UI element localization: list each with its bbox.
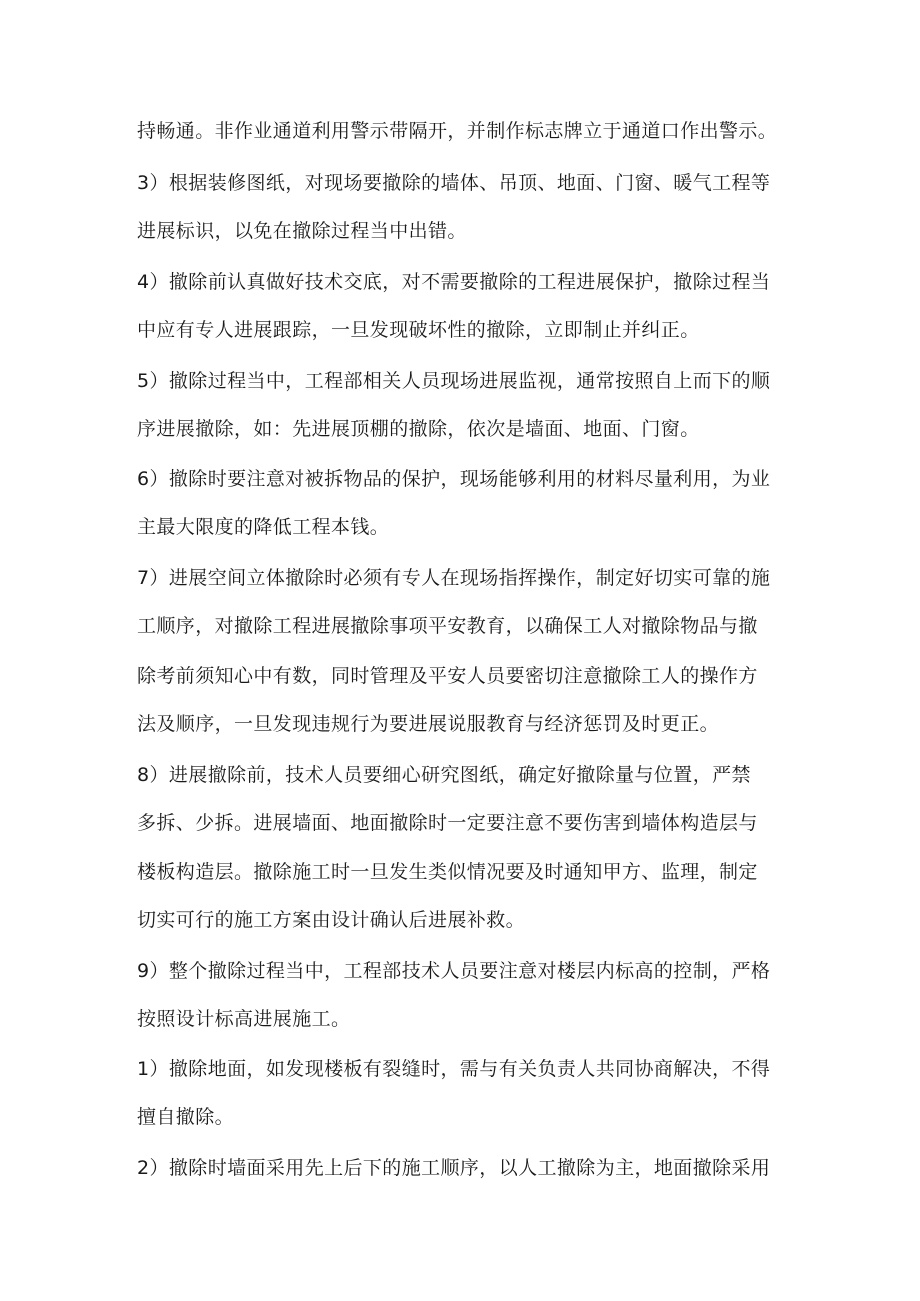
text-line: 楼板构造层。撤除施工时一旦发生类似情况要及时通知甲方、监理，制定: [137, 861, 758, 883]
text-line: 8）进展撤除前，技术人员要细心研究图纸，确定好撤除量与位置，严禁: [137, 764, 751, 786]
text-line: 中应有专人进展跟踪，一旦发现破坏性的撤除，立即制止并纠正。: [137, 319, 700, 341]
text-line: 2）撤除时墙面采用先上后下的施工顺序，以人工撤除为主，地面撤除采用: [137, 1157, 771, 1179]
text-line: 6）撤除时要注意对被拆物品的保护，现场能够利用的材料尽量利用，为业: [137, 468, 771, 490]
text-line: 3）根据装修图纸，对现场要撤除的墙体、吊顶、地面、门窗、暖气工程等: [137, 172, 771, 194]
text-line: 4）撤除前认真做好技术交底，对不需要撤除的工程进展保护，撤除过程当: [137, 271, 771, 293]
text-line: 持畅通。非作业通道利用警示带隔开，并制作标志牌立于通道口作出警示。: [137, 120, 778, 142]
text-line: 按照设计标高进展施工。: [137, 1008, 351, 1030]
text-line: 除考前须知心中有数，同时管理及平安人员要密切注意撤除工人的操作方: [137, 665, 758, 687]
text-line: 法及顺序，一旦发现违规行为要进展说服教育与经济惩罚及时更正。: [137, 713, 720, 735]
text-line: 进展标识，以免在撤除过程当中出错。: [137, 220, 467, 242]
text-line: 工顺序，对撤除工程进展撤除事项平安教育，以确保工人对撤除物品与撤: [137, 615, 758, 637]
text-line: 7）进展空间立体撤除时必须有专人在现场指挥操作，制定好切实可靠的施: [137, 567, 771, 589]
text-line: 序进展撤除，如：先进展顶棚的撤除，依次是墙面、地面、门窗。: [137, 418, 700, 440]
text-line: 擅自撤除。: [137, 1106, 235, 1128]
text-line: 1）撤除地面，如发现楼板有裂缝时，需与有关负责人共同协商解决，不得: [137, 1058, 771, 1080]
text-line: 切实可行的施工方案由设计确认后进展补救。: [137, 909, 526, 931]
text-line: 主最大限度的降低工程本钱。: [137, 516, 390, 538]
text-line: 5）撤除过程当中，工程部相关人员现场进展监视，通常按照自上而下的顺: [137, 370, 771, 392]
text-line: 多拆、少拆。进展墙面、地面撤除时一定要注意不要伤害到墙体构造层与: [137, 812, 758, 834]
text-line: 9）整个撤除过程当中，工程部技术人员要注意对楼层内标高的控制，严格: [137, 960, 771, 982]
